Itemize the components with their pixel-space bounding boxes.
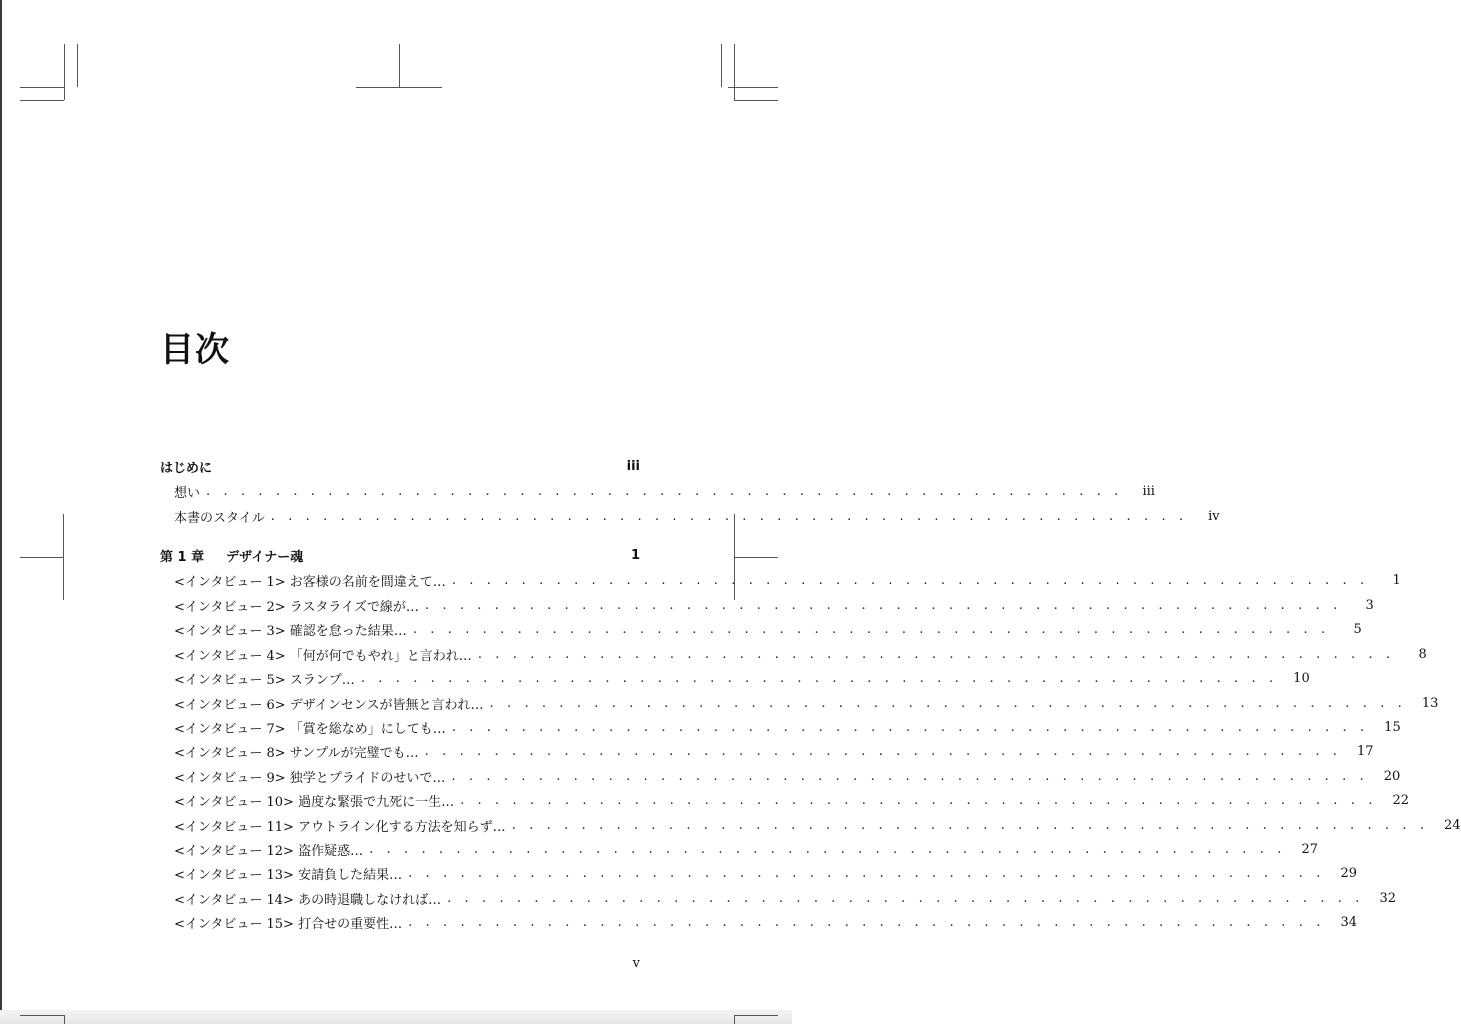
toc-entry-page: 22 (1392, 792, 1409, 808)
toc-entry-title: <インタビュー 3> 確認を怠った結果… (174, 623, 407, 639)
toc-entry-page: 29 (1340, 865, 1357, 881)
toc-chapter-heading[interactable] (160, 543, 640, 567)
toc-entry-page: 8 (1418, 646, 1427, 662)
leader-dots: . . . . . . . . . . . . . . . . . . . . . . . . . . . . . . . . . . . . . . . . . . . . . . . . . . . . . (360, 670, 1278, 686)
toc-entry-page: 1 (1392, 572, 1401, 588)
leader-dots: . . . . . . . . . . . . . . . . . . . . . . . . . . . . . . . . . . . . . . . . . . . . . . . . . . . . . (424, 743, 1342, 759)
leader-dots: . . . . . . . . . . . . . . . . . . . . . . . . . . . . . . . . . . . . . . . . . . . . . . . . . . . . . (408, 865, 1325, 881)
toc-entry-page: 17 (1357, 743, 1374, 759)
toc-entry-page: iii (1142, 483, 1155, 499)
toc-entry[interactable] (174, 617, 1362, 641)
page-edge (0, 0, 2, 1024)
toc-entry-title: 本書のスタイル (174, 510, 265, 526)
section-title: はじめに (160, 460, 213, 476)
toc-entry-page: 10 (1293, 670, 1310, 686)
page-bottom-shade (0, 1010, 792, 1024)
leader-dots: . . . . . . . . . . . . . . . . . . . . . . . . . . . . . . . . . . . . . . . . . . . . . . . . . . . . . (412, 621, 1330, 637)
toc-entry-title: <インタビュー 9> 独学とプライドのせいで… (174, 770, 446, 786)
toc-entry[interactable] (174, 691, 1439, 715)
toc-entry[interactable] (174, 837, 1318, 861)
chapter-page-number: 1 (630, 547, 640, 563)
leader-dots: . . . . . . . . . . . . . . . . . . . . . . . . . . . . . . . . . . . . . . . . . . . . . . . . . . . . . (451, 572, 1369, 588)
toc-entry[interactable] (174, 715, 1401, 739)
leader-dots: . . . . . . . . . . . . . . . . . . . . . . . . . . . . . . . . . . . . . . . . . . . . . . . . . . . . . (451, 768, 1369, 784)
toc-entry-page: 13 (1421, 695, 1439, 711)
toc-entry-page: 3 (1365, 597, 1374, 613)
leader-dots: . . . . . . . . . . . . . . . . . . . . . . . . . . . . . . . . . . . . . . . . . . . . . . . . . . . . . (489, 695, 1407, 711)
leader-dots: . . . . . . . . . . . . . . . . . . . . . . . . . . . . . . . . . . . . . . . . . . . . . . . . . . . . . (477, 646, 1395, 662)
toc-entry-title: <インタビュー 15> 打合せの重要性… (174, 916, 403, 932)
toc-entry-title: <インタビュー 5> スランプ… (174, 672, 355, 688)
toc-entry-title: <インタビュー 7> 「賞を総なめ」にしても… (174, 721, 446, 737)
toc-entry-title: <インタビュー 2> ラスタライズで線が… (174, 599, 419, 615)
leader-dots: . . . . . . . . . . . . . . . . . . . . . . . . . . . . . . . . . . . . . . . . . . . . . . . . . . . . . (369, 841, 1286, 857)
toc-entry-title: <インタビュー 8> サンプルが完璧でも… (174, 745, 419, 761)
toc-entry[interactable] (174, 642, 1427, 666)
toc-entry[interactable] (174, 910, 1357, 934)
toc-entry[interactable] (174, 568, 1401, 592)
leader-dots: . . . . . . . . . . . . . . . . . . . . . . . . . . . . . . . . . . . . . . . . . . . . . . . . . . . . . (451, 719, 1369, 735)
toc-entry-title: <インタビュー 1> お客様の名前を間違えて… (174, 574, 446, 590)
page-folio: v (632, 956, 640, 971)
toc-entry[interactable] (174, 764, 1401, 788)
toc-entry-page: 15 (1384, 719, 1401, 735)
toc-entry-title: 想い (174, 485, 201, 501)
toc-entry-title: <インタビュー 12> 盗作疑惑… (174, 843, 364, 859)
toc-entry[interactable] (174, 479, 1155, 503)
toc-entry-title: <インタビュー 13> 安請負した結果… (174, 867, 403, 883)
toc-section-heading[interactable] (160, 454, 640, 478)
toc-entry-page: 27 (1301, 841, 1318, 857)
toc-entry[interactable] (174, 666, 1310, 690)
section-page-number: iii (626, 458, 640, 474)
toc-entry[interactable] (174, 886, 1396, 910)
leader-dots: . . . . . . . . . . . . . . . . . . . . . . . . . . . . . . . . . . . . . . . . . . . . . . . . . . . . . (447, 890, 1364, 906)
leader-dots: . . . . . . . . . . . . . . . . . . . . . . . . . . . . . . . . . . . . . . . . . . . . . . . . . . . . . (424, 597, 1342, 613)
toc-entry[interactable] (174, 788, 1409, 812)
toc-entry-title: <インタビュー 11> アウトライン化する方法を知らず… (174, 819, 506, 835)
toc-entry-page: iv (1208, 508, 1220, 524)
toc-entry-title: <インタビュー 6> デザインセンスが皆無と言われ… (174, 697, 484, 713)
leader-dots: . . . . . . . . . . . . . . . . . . . . . . . . . . . . . . . . . . . . . . . . . . . . . . . . . . . . . (511, 817, 1429, 833)
toc-entry-title: <インタビュー 4> 「何が何でもやれ」と言われ… (174, 648, 472, 664)
chapter-number: 第 1 章 (160, 549, 205, 565)
page-title: 目次 (160, 330, 230, 370)
toc-entry-page: 34 (1340, 914, 1357, 930)
chapter-title: デザイナー魂 (226, 549, 304, 565)
toc-entry[interactable] (174, 813, 1461, 837)
toc-entry-page: 20 (1383, 768, 1401, 784)
toc-entry[interactable] (174, 593, 1374, 617)
leader-dots: . . . . . . . . . . . . . . . . . . . . . . . . . . . . . . . . . . . . . . . . . . . . . . . . . . . . . (460, 792, 1377, 808)
leader-dots: . . . . . . . . . . . . . . . . . . . . . . . . . . . . . . . . . . . . . . . . . . . . . . . . . . . . . (270, 508, 1188, 524)
toc-entry[interactable] (174, 861, 1357, 885)
toc-entry[interactable] (174, 504, 1220, 528)
leader-dots: . . . . . . . . . . . . . . . . . . . . . . . . . . . . . . . . . . . . . . . . . . . . . . . . . . . . . (408, 914, 1325, 930)
toc-entry-page: 24 (1444, 817, 1461, 833)
leader-dots: . . . . . . . . . . . . . . . . . . . . . . . . . . . . . . . . . . . . . . . . . . . . . . . . . . . . . (206, 483, 1123, 499)
toc-entry[interactable] (174, 739, 1374, 763)
toc-entry-page: 32 (1379, 890, 1396, 906)
toc-entry-page: 5 (1353, 621, 1362, 637)
toc-entry-title: <インタビュー 10> 過度な緊張で九死に一生… (174, 794, 455, 810)
toc-entry-title: <インタビュー 14> あの時退職しなければ… (174, 892, 442, 908)
